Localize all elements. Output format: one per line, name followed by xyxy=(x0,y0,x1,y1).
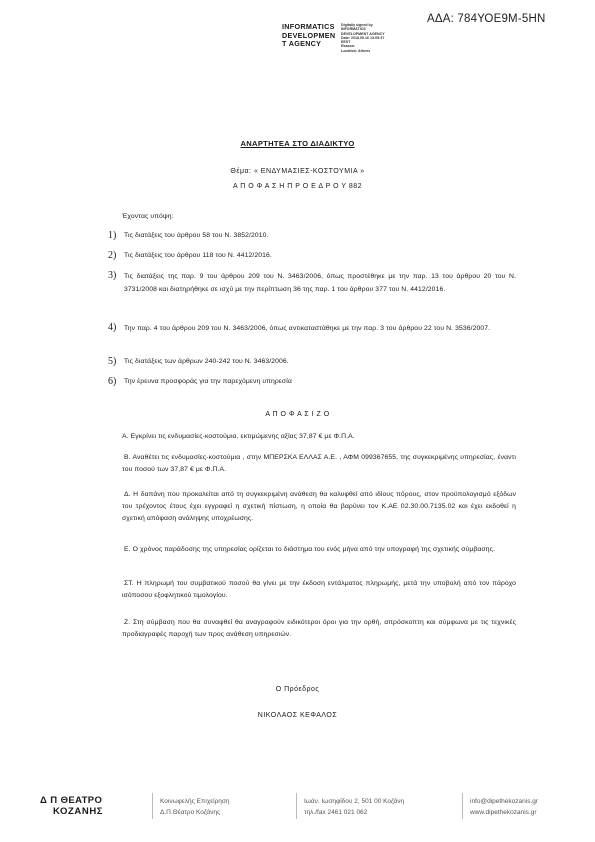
signature-stamp-details xyxy=(341,23,385,53)
consideration-number: 6) xyxy=(108,376,117,387)
consideration-number: 2) xyxy=(108,250,117,261)
consideration-text: Τις διατάξεις του άρθρου 58 του Ν. 3852/2010. xyxy=(124,232,269,239)
consideration-text: Τις διατάξεις των άρθρων 240-242 του Ν. 3463/2006. xyxy=(124,358,289,365)
theatre-logo-line2: ΚΟΖΑΝΗΣ xyxy=(53,806,104,817)
footer-contact xyxy=(470,796,538,818)
decision-item-d: Δ. Η δαπάνη που προκαλείται από τη συγκεκριμένη ανάθεση θα καλυφθεί από ιδίους πόρους, στον προϋπολογισμό εξόδων του τρέχοντος έτους έχει εγγραφεί η σχετική πίστωση, η οποία θα βαρύνει τον Κ.ΑΕ 02.30.00.7135.02 και έχει εκδοθεί η σχετική απόφαση ανάληψης υποχρέωσης. xyxy=(122,491,516,522)
decision-item-e: Ε. Ο χρόνος παράδοσης της υπηρεσίας ορίζεται το διάστημα του ενός μήνα από την υπογραφή της σχετικής σύμβασης. xyxy=(124,546,495,553)
footer-website-link[interactable]: www.dipethekozanis.gr xyxy=(470,809,537,816)
footer-email-link[interactable]: info@dipethekozanis.gr xyxy=(470,798,539,805)
stamp-detail: Reason: xyxy=(341,44,356,49)
consideration-number: 4) xyxy=(108,322,117,333)
signature-stamp-name xyxy=(282,23,335,49)
footer-divider xyxy=(296,793,297,819)
footer-divider xyxy=(462,793,463,819)
footer-company-line: Δ.Π.Θέατρο Κοζάνης xyxy=(160,809,221,816)
stamp-detail: Digitally signed by xyxy=(341,23,373,27)
signature-name: ΝΙΚΟΛΑΟΣ ΚΕΦΑΛΟΣ xyxy=(257,712,338,719)
ada-code: ΑΔΑ: 784ΥΟΕ9Μ-5ΗΝ xyxy=(427,13,546,25)
consideration-text: Τις διατάξεις της παρ. 9 του άρθρου 209 του Ν. 3463/2006, όπως προστέθηκε με την παρ. 13 του άρθρου 20 του Ν. 3731/2008 και διατηρήθηκε σε ισχύ με την περίπτωση 36 της παρ. 1 του άρθρου 377 του Ν. 4412/2016. xyxy=(124,273,516,293)
footer-address xyxy=(304,796,404,818)
footer-divider xyxy=(152,793,153,819)
stamp-detail: EEST xyxy=(341,40,351,45)
document-heading: ΑΝΑΡΤΗΤΕΑ ΣΤΟ ΔΙΑΔΙΚΤΥΟ xyxy=(240,139,355,148)
consideration-text: Την έρευνα προσφοράς για την παρεχόμενη υπηρεσία xyxy=(124,378,292,385)
theatre-logo-line1: Δ Π ΘΕΑΤΡΟ xyxy=(40,795,103,806)
footer-company xyxy=(160,796,230,818)
decision-item-z: Ζ. Στη σύμβαση που θα συναφθεί θα αναγραφούν ειδικότεροι όροι για την ορθή, απρόσκοπτη και σύμφωνα με τις τεχνικές προδιαγραφές παροχή των προς ανάθεση υπηρεσιών. xyxy=(122,619,516,638)
footer-address-line: Ιωάν. Ιωσηφίδου 2, 501 00 Κοζάνη xyxy=(304,798,405,805)
consideration-number: 5) xyxy=(108,356,117,367)
decision-item-st: ΣΤ. Η πληρωμή του συμβατικού ποσού θα γίνει με την έκδοση εντάλματος πληρωμής, μετά την υποβολή από τον πάροχο ισόποσου εξοφλητικού τιμολογίου. xyxy=(122,580,516,599)
decides-heading: Α Π Ο Φ Α Σ Ι Ζ Ο xyxy=(265,411,330,418)
decision-item-b: Β. Αναθέτει τις ενδυμασίες-κοστούμια , στην ΜΠΕΡΣΚΑ ΕΛΛΑΣ Α.Ε. , ΑΦΜ 099367655, της συγκεκριμένης υπηρεσίας, έναντι του ποσού των 37,87 € με Φ.Π.Α. xyxy=(122,454,516,473)
stamp-detail: Location: Athens xyxy=(341,48,371,53)
consideration-number: 1) xyxy=(108,230,117,241)
signature-role: Ο Πρόεδρος xyxy=(275,686,320,693)
stamp-detail: INFORMATICS xyxy=(341,27,366,32)
stamp-detail: DEVELOPMENT AGENCY xyxy=(341,31,385,36)
consideration-text: Τις διατάξεις του άρθρου 118 του Ν. 4412/2016. xyxy=(124,252,272,259)
footer-phone: τηλ./fax 2461 021 062 xyxy=(304,809,368,816)
stamp-line: INFORMATICS xyxy=(282,22,335,31)
decision-item-a: Α. Εγκρίνει τις ενδυμασίες-κοστούμια, εκτιμώμενης αξίας 37,87 € με Φ.Π.Α. xyxy=(122,433,355,440)
footer-company-line: Κοινωφελής Επιχείρηση xyxy=(160,798,230,805)
stamp-detail: Date: 2018.05.16 13:05:37 xyxy=(341,35,385,40)
decision-title: Α Π Ο Φ Α Σ Η Π Ρ Ο Ε Δ Ρ Ο Υ 882 xyxy=(232,183,363,190)
stamp-line: T AGENCY xyxy=(282,39,322,49)
stamp-line: DEVELOPMEN xyxy=(282,30,336,40)
subject-line: Θέμα: « ΕΝΔΥΜΑΣΙΕΣ-ΚΟΣΤΟΥΜΙΑ » xyxy=(230,168,365,175)
intro-text: Έχοντας υπόψη: xyxy=(122,213,174,220)
consideration-text: Την παρ. 4 του άρθρου 209 του Ν. 3463/2006, όπως αντικαταστάθηκε με την παρ. 3 του άρθρου 22 του Ν. 3536/2007. xyxy=(124,325,491,332)
consideration-number: 3) xyxy=(108,270,117,281)
